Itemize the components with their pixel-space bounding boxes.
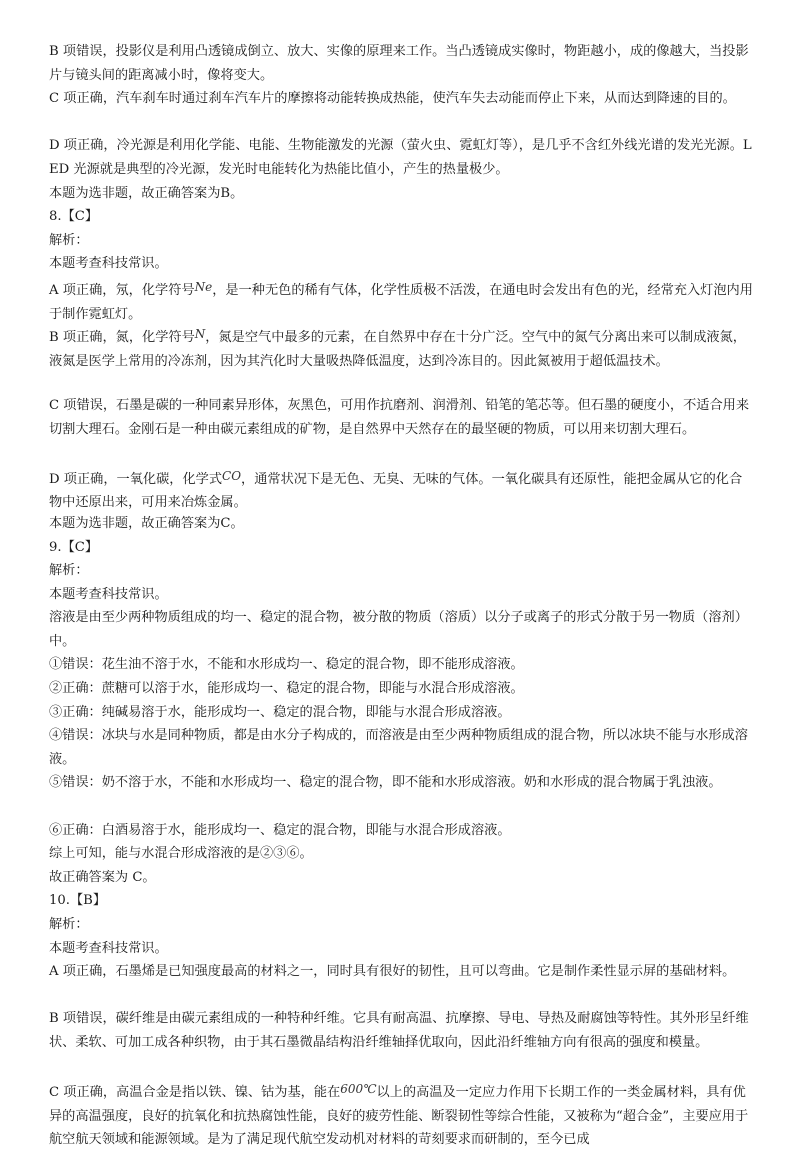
paragraph-20: ⑤错误：奶不溶于水，不能和水形成均一、稳定的混合物，即不能和水形成溶液。奶和水形成的混合物属于乳浊液。	[49, 775, 722, 791]
paragraph-15: 溶液是由至少两种物质组成的均一、稳定的混合物，被分散的物质（溶质）以分子或离子的形式分散于另一物质（溶剂）中。	[49, 610, 748, 649]
paragraph-22: 综上可知，能与水混合形成溶液的是②③⑥。	[49, 846, 313, 862]
paragraph-11: 本题为选非题，故正确答案为C。	[49, 515, 244, 531]
paragraph-24: 10.【B】	[49, 893, 107, 909]
paragraph-19: ④错误：冰块与水是同种物质，都是由水分子构成的，而溶液是由至少两种物质组成的混合物，所以冰块不能与水形成溶液。	[49, 728, 748, 767]
paragraph-29	[49, 1078, 755, 1149]
paragraph-28: B 项错误，碳纤维是由碳元素组成的一种特种纤维。它具有耐高温、抗摩擦、导电、导热及耐腐蚀等特性。其外形呈纤维状、柔软、可加工成各种织物，由于其石墨微晶结构沿纤维轴择优取向，因此沿纤维轴方向有很高的强度和模量。	[49, 1011, 749, 1050]
paragraph-text: C 项正确，高温合金是指以铁、镍、钴为基，能在	[49, 1085, 341, 1101]
chemical-formula: Ne	[194, 279, 213, 294]
paragraph-8	[49, 323, 755, 394]
paragraph-1: C 项正确，汽车刹车时通过刹车汽车片的摩擦将动能转换成热能，使汽车失去动能而停止下来，从而达到降速的目的。	[49, 91, 736, 107]
paragraph-12: 9.【C】	[49, 539, 99, 555]
paragraph-0: B 项错误，投影仪是利用凸透镜成倒立、放大、实像的原理来工作。当凸透镜成实像时，物距越小，成的像越大，当投影片与镜头间的距离减小时，像将变大。	[49, 44, 749, 83]
paragraph-21: ⑥正确：白酒易溶于水，能形成均一、稳定的混合物，即能与水混合形成溶液。	[49, 822, 511, 838]
paragraph-18: ③正确：纯碱易溶于水，能形成均一、稳定的混合物，即能与水混合形成溶液。	[49, 704, 511, 720]
paragraph-text: D 项正确，一氧化碳，化学式	[49, 471, 223, 487]
paragraph-3: 本题为选非题，故正确答案为B。	[49, 185, 244, 201]
paragraph-text: 以上的高温及一定应力作用下长期工作的一类金属材料，具有优异的高温强度，良好的抗氧化和抗热腐蚀性能，良好的疲劳性能、断裂韧性等综合性能，又被称为“超合金”，主要应用于航空航天领域和能源领域。是为了满足现代航空发动机对材料的苛刻要求而研制的，至今已成	[49, 1085, 749, 1148]
paragraph-6: 本题考查科技常识。	[49, 256, 168, 272]
paragraph-2: D 项正确，冷光源是利用化学能、电能、生物能激发的光源（萤火虫、霓虹灯等），是几乎不含红外线光谱的发光光源。LED 光源就是典型的冷光源，发光时电能转化为热能比值小，产生的热量极少。	[49, 138, 752, 177]
paragraph-9: C 项错误，石墨是碳的一种同素异形体，灰黑色，可用作抗磨剂、润滑剂、铅笔的笔芯等。但石墨的硬度小，不适合用来切割大理石。金刚石是一种由碳元素组成的矿物，是自然界中天然存在的最坚硬的物质，可以用来切割大理石。	[49, 397, 750, 437]
paragraph-17: ②正确：蔗糖可以溶于水，能形成均一、稳定的混合物，即能与水混合形成溶液。	[49, 681, 524, 697]
paragraph-text: B 项正确，氮，化学符号	[49, 330, 195, 346]
paragraph-text: ，氮是空气中最多的元素，在自然界中存在十分广泛。空气中的氮气分离出来可以制成液氮，液氮是医学上常用的冷冻剂，因为其汽化时大量吸热降低温度，达到冷冻目的。因此氮被用于超低温技术。	[49, 330, 746, 369]
paragraph-7	[49, 276, 755, 323]
paragraph-13: 解析：	[49, 563, 89, 579]
document-body	[49, 40, 755, 1149]
paragraph-text: A 项正确，氖，化学符号	[49, 282, 195, 298]
paragraph-25: 解析：	[49, 917, 89, 932]
paragraph-16: ①错误：花生油不溶于水，不能和水形成均一、稳定的混合物，即不能形成溶液。	[49, 657, 524, 673]
paragraph-26: 本题考查科技常识。	[49, 940, 168, 956]
paragraph-27: A 项正确，石墨烯是已知强度最高的材料之一，同时具有很好的韧性，且可以弯曲。它是制作柔性显示屏的基础材料。	[49, 964, 736, 980]
paragraph-text: ，通常状况下是无色、无臭、无味的气体。一氧化碳具有还原性，能把金属从它的化合物中还原出来，可用来冶炼金属。	[49, 471, 743, 511]
paragraph-23: 故正确答案为 C。	[49, 869, 156, 885]
paragraph-14: 本题考查科技常识。	[49, 586, 168, 602]
chemical-formula: CO	[222, 468, 242, 483]
paragraph-4: 8.【C】	[49, 209, 99, 225]
paragraph-text: ，是一种无色的稀有气体，化学性质极不活泼，在通电时会发出有色的光，经常充入灯泡内用于制作霓虹灯。	[49, 282, 753, 322]
paragraph-5: 解析：	[49, 232, 89, 248]
paragraph-10	[49, 465, 755, 512]
chemical-formula: 600℃	[340, 1082, 377, 1097]
chemical-formula: N	[194, 327, 206, 342]
